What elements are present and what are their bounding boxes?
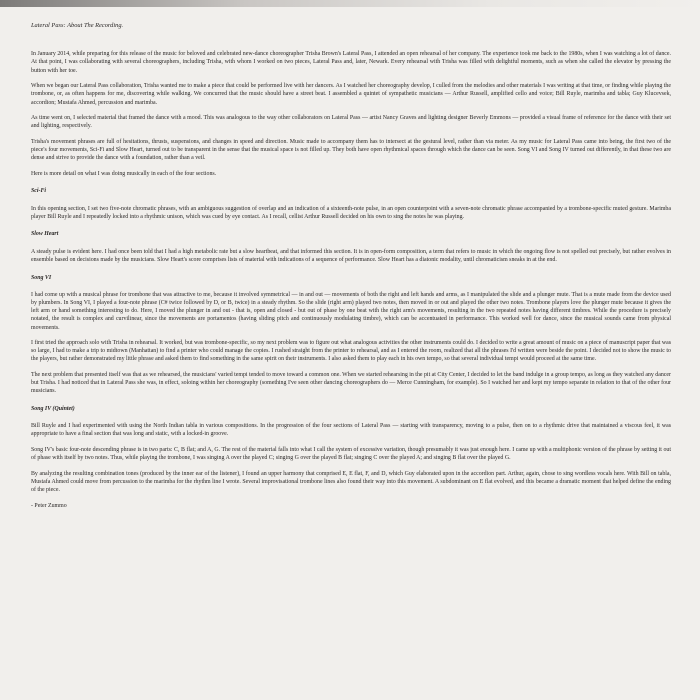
intro-paragraph: Trisha's movement phrases are full of hesitations, thrusts, suspensions, and changes in speed and direction. Music made to accompany them has to intersect at the gestural level, rather than via meter. As my music for Lateral Pass came into being, the first two of the piece's four movements, Sci-Fi and Slow Heart, turned out to be transparent in the sense that the musical space is not filled up. They both have open rhythmical spaces through which the dance can be seen. Song VI and Song IV turned out differently, in that these two are dense and strive to provide the dance with a foundation, rather than a veil. xyxy=(31,138,671,162)
intro-paragraph: Here is more detail on what I was doing musically in each of the four sections. xyxy=(31,170,217,177)
author-signature: - Peter Zummo xyxy=(31,503,67,510)
section-heading: Sci-Fi xyxy=(31,188,47,195)
section-paragraph: In this opening section, I set two five-note chromatic phrases, with an ambiguous suggestion of overlap and an indication of a sixteenth-note pulse, in an open counterpoint with a seven-note chromatic phrase accompanied by a trombone-specific muted gesture. Marimba player Bill Ruyle and I repeatedly locked into a rhythmic unison, which was cued by eye contact. As I recall, cellist Arthur Russell decided on his own to sing the notes he was playing. xyxy=(31,205,671,220)
section-paragraph: The next problem that presented itself was that as we rehearsed, the musicians' varied tempi tended to move toward a common one. When we started rehearsing in the pit at City Center, I decided to let the band indulge in a group tempo, as long as they watched any dancer but Trisha. I had noticed that in Lateral Pass she was, in effect, soloing within her choreography (something I've seen other dancing choreographers do — Merce Cunningham, for example). So I watched her and kept my tempo separate in relation to that of the other four musicians. xyxy=(31,371,671,395)
section-slow-heart xyxy=(31,230,671,264)
intro-paragraph: As time went on, I selected material that framed the dance with a mood. This was analogous to the way other collaborators on Lateral Pass — artist Nancy Graves and lighting designer Beverly Emmons — provided a visual frame of reference for the dance with their set and lighting, respectively. xyxy=(31,115,671,130)
section-sci-fi xyxy=(31,187,671,221)
section-song-iv xyxy=(31,405,671,494)
section-heading: Song IV (Quintet) xyxy=(31,406,75,413)
intro xyxy=(31,50,671,178)
document-page xyxy=(31,22,671,511)
document-title: Lateral Pass: About The Recording. xyxy=(31,22,124,29)
section-paragraph: I had come up with a musical phrase for trombone that was attractive to me, because it involved symmetrical — in and out — movements of both the right and left hands and arms, as I manipulated the slide and a plunger mute. That is a mute made from the device used by plumbers. In Song VI, I played a four-note phrase (C# twice followed by D, or B, twice) in a steady rhythm. So the slide (right arm) played two notes, then moved in or out and played the other two notes. Trombone players love the plunger mute because it gives the left arm or hand something interesting to do. Here, I moved the plunger in and out - that is, open and closed - but out of phase by one beat with the right arm's movements, resulting in the two repeated notes having different timbres. While the procedure is precisely notated, the result is complex and curvilinear, since the movements are portamentos (having sliding pitch and continuously modulating timbre), which can be accentuated in performance. This worked well for dance, since the musical sounds came from physical movements. xyxy=(31,291,671,331)
section-heading: Slow Heart xyxy=(31,231,59,238)
page-edge-shadow xyxy=(0,0,700,7)
section-paragraph: A steady pulse is evident here. I had once been told that I had a high metabolic rate but a slow heartbeat, and that informed this section. It is in open-form composition, a term that refers to music in which the ongoing flow is not spelled out precisely, but rather evolves in ensemble based on decisions made by the musicians. Slow Heart's score comprises lists of material with indications of a sequence of performance. Slow Heart has a diatonic modality, until chromaticism sneaks in at the end. xyxy=(31,248,671,263)
section-paragraph: I first tried the approach solo with Trisha in rehearsal. It worked, but was trombone-specific, so my next problem was to figure out what analogous activities the other instruments could do. I decided to write a great amount of music on a piece of manuscript paper that was so large, I had to make a trip to midtown (Manhattan) to find a printer who could manage the copies. I rushed straight from the printer to rehearsal, and as I entered the room, realized that all the phrases I'd written were beside the point. I decided not to show the music to the players, but rather demonstrated my little phrase and asked them to find something in the same spirit on their instruments. I also asked them to play each in his own tempo, so that several individual tempi would proceed at the same time. xyxy=(31,340,671,363)
section-heading: Song VI xyxy=(31,274,52,281)
section-paragraph: Bill Ruyle and I had experimented with using the North Indian tabla in various compositions. In the progression of the four sections of Lateral Pass — starting with transparency, moving to a pulse, then on to a rhythmic drive that maintained a viscous feel, it was appropriate to have a final section that was long and static, with a locked-in groove. xyxy=(31,423,671,438)
section-paragraph: By analyzing the resulting combination tones (produced by the inner ear of the listener), I found an upper harmony that comprised E, E flat, F, and D, which Guy elaborated upon in the accordion part. Arthur, again, chose to sing wordless vocals here. With Bill on tabla, Mustafa Ahmed could move from percussion to the marimba for the rhythm line I wrote. Several improvisational trombone lines also found their way into this movement. A subdominant on E flat evolved, and this became a dramatic moment that helped define the ending of the piece. xyxy=(31,470,671,494)
section-paragraph: Song IV's basic four-note descending phrase is in two parts: C, B flat; and A, G. The rest of the material falls into what I call the system of excessive variation, though presumably it was just enough here. I came up with a multiphonic version of the phrase by setting it out of phase with itself by two notes. Thus, while playing the trombone, I was singing A over the played C; singing G over the played B flat; singing C over the played A; and singing B flat over the played G. xyxy=(31,446,671,462)
section-song-vi xyxy=(31,274,671,396)
intro-paragraph: In January 2014, while preparing for this release of the music for beloved and celebrated new-dance choreographer Trisha Brown's Lateral Pass, I attended an open rehearsal of her company. The experience took me back to the 1980s, when I was watching a lot of dance. At that point, I was collaborating with several choreographers, including Trisha, with whom I worked on two pieces, Lateral Pass and, later, Newark. Every rehearsal with Trisha was filled with delightful moments, such as when she called the elevator by pressing the button with her toe. xyxy=(31,51,671,74)
intro-paragraph: When we began our Lateral Pass collaboration, Trisha wanted me to make a piece that could be performed live with her dancers. As I watched her choreography develop, I culled from the melodies and other materials I was writing at that time, or finding while playing the trombone, or, as often happens for me, discovering while walking. We concurred that the music should have a street beat. I assembled a quintet of sympathetic musicians — Arthur Russell, amplified cello and voice; Bill Ruyle, marimba and tabla; Guy Klucevsek, accordion; Mustafa Ahmed, percussion and marimba. xyxy=(31,83,671,106)
